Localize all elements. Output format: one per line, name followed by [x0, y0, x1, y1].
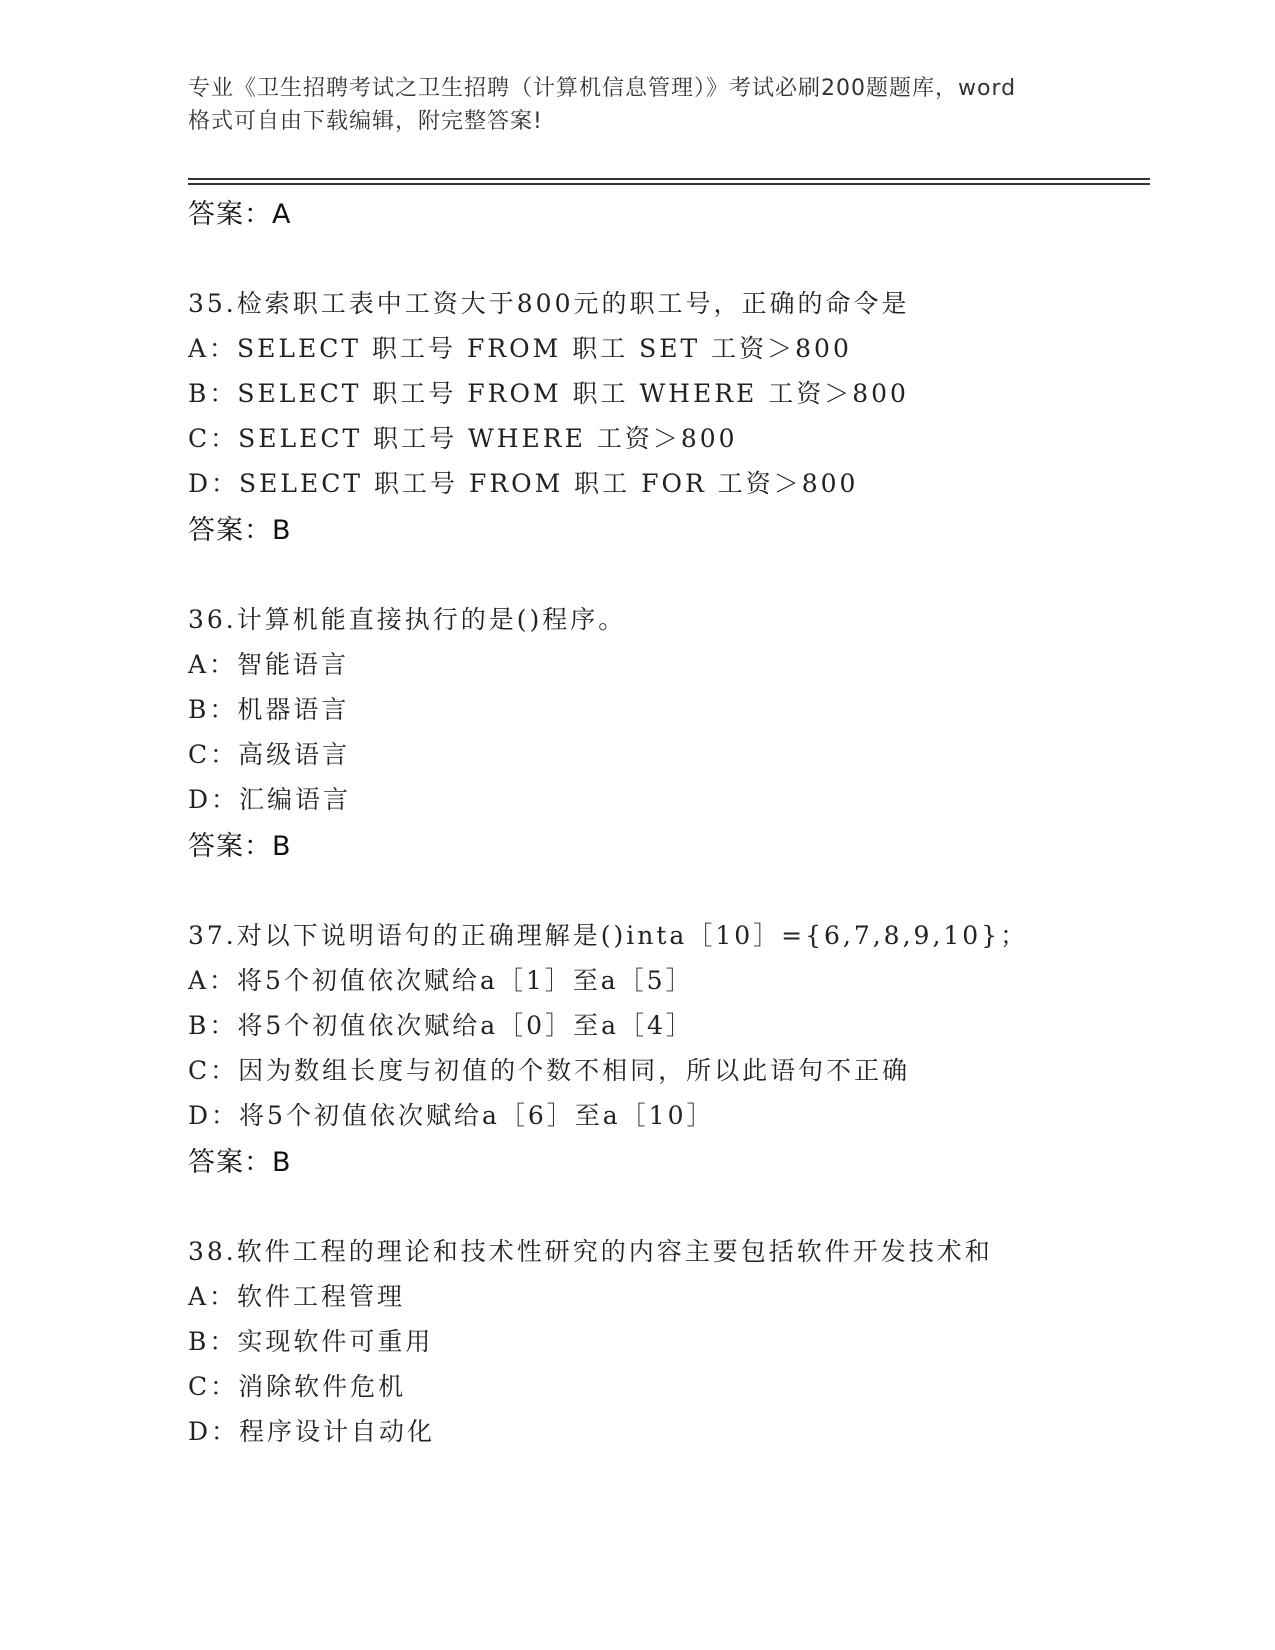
- question-35-answer: 答案：B: [188, 515, 292, 546]
- question-36-option-d: D：汇编语言: [188, 785, 352, 814]
- question-36-stem: 36.计算机能直接执行的是()程序。: [188, 605, 627, 634]
- question-37-option-c: C：因为数组长度与初值的个数不相同，所以此语句不正确: [188, 1056, 911, 1085]
- header-rule-bottom: [188, 183, 1150, 185]
- question-35-option-a: A：SELECT 职工号 FROM 职工 SET 工资＞800: [188, 334, 852, 363]
- header-line-1: 专业《卫生招聘考试之卫生招聘（计算机信息管理）》考试必刷200题题库，word: [188, 76, 1017, 101]
- question-38-option-a: A：软件工程管理: [188, 1282, 406, 1311]
- question-36-answer: 答案：B: [188, 831, 292, 862]
- question-35-option-d: D：SELECT 职工号 FROM 职工 FOR 工资＞800: [188, 469, 859, 498]
- question-36-option-c: C：高级语言: [188, 740, 351, 769]
- question-35-option-b: B：SELECT 职工号 FROM 职工 WHERE 工资＞800: [188, 379, 909, 408]
- question-36-option-a: A：智能语言: [188, 650, 350, 679]
- question-38-option-d: D：程序设计自动化: [188, 1417, 436, 1446]
- question-35-option-c: C：SELECT 职工号 WHERE 工资＞800: [188, 424, 738, 453]
- question-37-option-d: D：将5个初值依次赋给a［6］至a［10］: [188, 1101, 715, 1130]
- header-rule-top: [188, 178, 1150, 180]
- question-35-stem: 35.检索职工表中工资大于800元的职工号，正确的命令是: [188, 289, 910, 318]
- previous-answer: 答案：A: [188, 199, 292, 230]
- header-line-2: 格式可自由下载编辑，附完整答案!: [188, 109, 543, 134]
- document-header: [188, 72, 1088, 138]
- question-37-answer: 答案：B: [188, 1147, 292, 1178]
- question-38-option-c: C：消除软件危机: [188, 1372, 407, 1401]
- question-37-stem: 37.对以下说明语句的正确理解是()inta［10］={6,7,8,9,10}；: [188, 921, 1029, 950]
- question-36-option-b: B：机器语言: [188, 695, 350, 724]
- question-38-stem: 38.软件工程的理论和技术性研究的内容主要包括软件开发技术和: [188, 1237, 993, 1266]
- question-38-option-b: B：实现软件可重用: [188, 1327, 434, 1356]
- question-37-option-a: A：将5个初值依次赋给a［1］至a［5］: [188, 966, 694, 995]
- question-37-option-b: B：将5个初值依次赋给a［0］至a［4］: [188, 1011, 694, 1040]
